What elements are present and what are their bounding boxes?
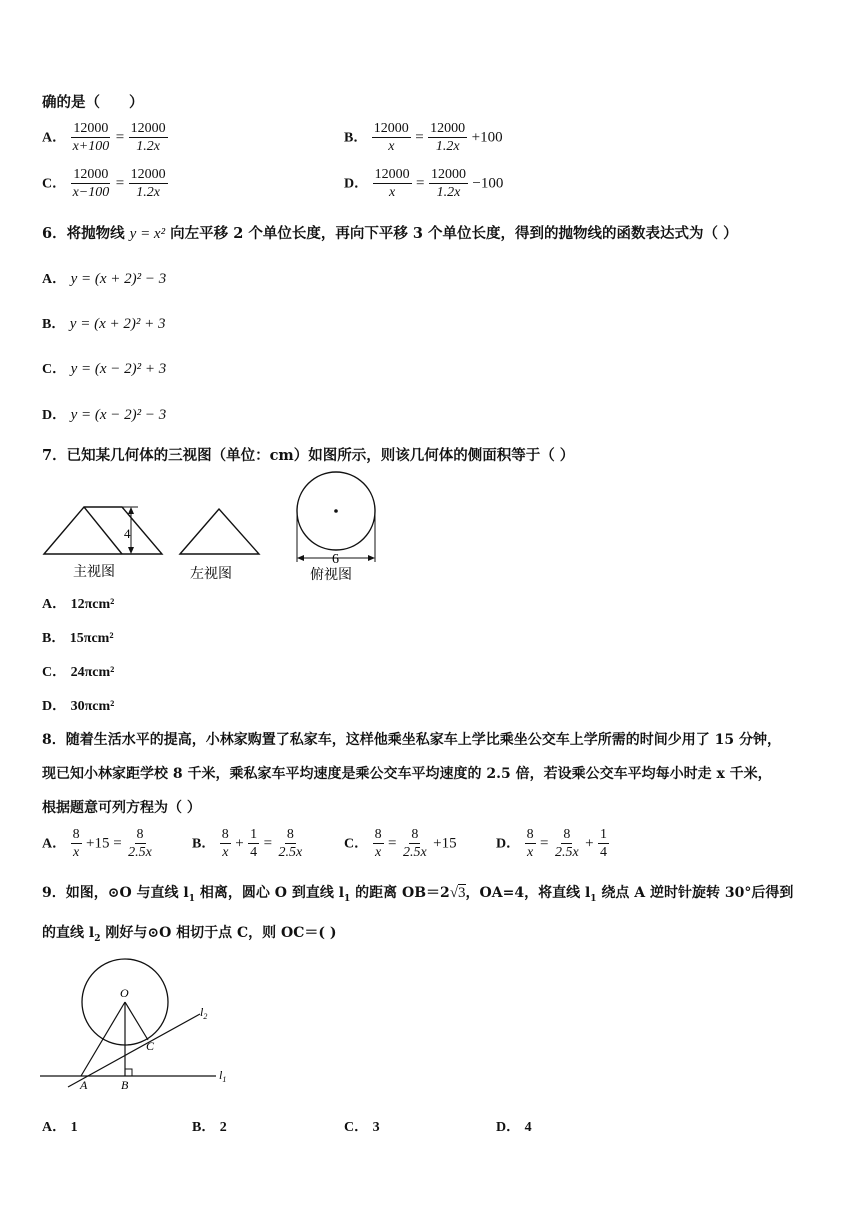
option-label: D． <box>344 176 369 192</box>
fraction: $\frac{12000}{1.2x}$ <box>430 121 466 154</box>
fraction: $\frac{12000}{x}$ <box>374 167 410 200</box>
q7-option-a[interactable] <box>42 593 114 613</box>
q8-option-c[interactable]: C． $\frac{8}{x}$ = $\frac{8}{2.5x}$ +15 <box>344 827 457 860</box>
label-c: C <box>146 1039 155 1053</box>
option-label: A． <box>42 272 67 287</box>
front-view <box>44 507 162 554</box>
fraction: $\frac{1}{4}$ <box>250 827 258 860</box>
circle-tangent-figure <box>38 955 238 1095</box>
fraction: $\frac{1}{4}$ <box>600 827 608 860</box>
three-view-figure <box>38 470 388 585</box>
option-label: D． <box>496 1120 521 1135</box>
top-view-caption: 俯视图 <box>310 567 352 583</box>
option-text: 15πcm² <box>69 631 114 646</box>
q5-option-c[interactable]: C． $\frac{12000}{x-100}$ = $\frac{12000}{1.2x}$ <box>42 167 166 200</box>
label-l1: $l_1$ <box>219 1068 227 1084</box>
label-o: O <box>120 986 129 1000</box>
q9-option-b[interactable] <box>192 1116 227 1136</box>
q6-option-c[interactable] <box>42 358 166 378</box>
q7-option-c[interactable] <box>42 661 114 681</box>
fraction: $\frac{8}{2.5x}$ <box>128 827 152 860</box>
sqrt-expression: √3 <box>449 885 466 901</box>
option-text: 30πcm² <box>70 699 115 714</box>
height-label: 4 <box>124 526 131 541</box>
fraction: $\frac{8}{x}$ <box>526 827 534 860</box>
option-label: B． <box>344 130 368 146</box>
q9-option-a[interactable] <box>42 1116 78 1136</box>
q7-option-d[interactable] <box>42 695 114 715</box>
option-label: B． <box>42 317 66 332</box>
option-label: C． <box>42 176 67 192</box>
fraction: $\frac{12000}{x-100}$ <box>72 167 110 200</box>
option-label: C． <box>42 665 67 680</box>
option-text: 12πcm² <box>70 597 115 612</box>
q8-stem-line2: 现已知小林家距学校 8 千米，乘私家车平均速度是乘公交车平均速度的 2.5 倍，若设乘公交车平均每小时走 x 千米， <box>42 766 772 782</box>
q5-option-d[interactable]: D． $\frac{12000}{x}$ = $\frac{12000}{1.2x}$ −100 <box>344 167 504 200</box>
option-text: 4 <box>524 1120 532 1135</box>
option-label: A． <box>42 130 67 146</box>
fraction: $\frac{12000}{x+100}$ <box>72 121 110 154</box>
fraction: $\frac{8}{x}$ <box>221 827 229 860</box>
left-view-caption: 左视图 <box>190 566 232 582</box>
fraction: $\frac{8}{2.5x}$ <box>554 827 579 860</box>
q7-stem: 7．已知某几何体的三视图（单位：cm）如图所示，则该几何体的侧面积等于（ ） <box>42 447 575 464</box>
option-label: D． <box>496 836 521 852</box>
width-label: 6 <box>332 552 339 567</box>
option-text: 24πcm² <box>70 665 115 680</box>
label-a: A <box>80 1078 88 1092</box>
q6-option-a[interactable] <box>42 268 166 288</box>
option-label: C． <box>344 1120 369 1135</box>
q8-option-a[interactable]: A． $\frac{8}{x}$ +15 = $\frac{8}{2.5x}$ <box>42 827 152 860</box>
option-label: D． <box>42 408 67 423</box>
q8-stem-line1: 8．随着生活水平的提高，小林家购置了私家车，这样他乘坐私家车上学比乘坐公交车上学所需的时间少用了 15 分钟， <box>42 732 781 748</box>
option-label: B． <box>42 631 66 646</box>
option-label: C． <box>42 362 67 377</box>
q8-stem-line3: 根据题意可列方程为（ ） <box>42 800 201 816</box>
option-label: A． <box>42 597 67 612</box>
q9-option-c[interactable] <box>344 1116 380 1136</box>
q9-stem-line2: 的直线 $l_2$ 刚好与⊙O 相切于点 C，则 OC＝( ) <box>42 925 337 944</box>
q8-option-d[interactable]: D． $\frac{8}{x}$ = $\frac{8}{2.5x}$ + $\frac{1}{4}$ <box>496 827 608 860</box>
option-text: y = (x + 2)² − 3 <box>70 271 167 287</box>
q5-option-b[interactable]: B． $\frac{12000}{x}$ = $\frac{12000}{1.2x}$ +100 <box>344 121 503 154</box>
segment-oc <box>125 1002 148 1040</box>
left-view <box>180 509 259 554</box>
q6-option-b[interactable] <box>42 313 165 333</box>
q6-stem: 6．将抛物线 y = x² 向左平移 2 个单位长度，再向下平移 3 个单位长度，得到的抛物线的函数表达式为（ ） <box>42 225 738 242</box>
top-view <box>297 472 375 567</box>
fraction: $\frac{8}{2.5x}$ <box>402 827 427 860</box>
option-text: 2 <box>219 1120 227 1135</box>
q9-option-d[interactable] <box>496 1116 532 1136</box>
option-text: y = (x + 2)² + 3 <box>69 316 166 332</box>
question-number: 6． <box>42 225 67 242</box>
option-label: A． <box>42 836 67 852</box>
option-text: y = (x − 2)² + 3 <box>70 361 167 377</box>
q8-option-b[interactable]: B． $\frac{8}{x}$ + $\frac{1}{4}$ = $\frac{8}{2.5x}$ <box>192 827 303 860</box>
option-label: A． <box>42 1120 67 1135</box>
option-label: B． <box>192 1120 216 1135</box>
option-text: y = (x − 2)² − 3 <box>70 407 167 423</box>
q5-stem-tail: 确的是（ ） <box>42 94 144 111</box>
fraction: $\frac{12000}{1.2x}$ <box>130 121 166 154</box>
fraction: $\frac{8}{2.5x}$ <box>278 827 303 860</box>
q5-option-a[interactable]: A． $\frac{12000}{x+100}$ = $\frac{12000}{1.2x}$ <box>42 121 166 154</box>
label-l2: $l_2$ <box>200 1005 208 1021</box>
q9-stem-line1: 9．如图，⊙O 与直线 $l_1$ 相离，圆心 O 到直线 $l_1$ 的距离 OB＝2√3，OA=4，将直线 $l_1$ 绕点 A 逆时针旋转 30°后得到 <box>42 885 794 904</box>
label-b: B <box>121 1078 129 1092</box>
fraction: $\frac{12000}{x}$ <box>373 121 409 154</box>
q6-option-d[interactable] <box>42 404 166 424</box>
segment-oa <box>81 1002 125 1076</box>
option-label: B． <box>192 836 216 852</box>
option-label: D． <box>42 699 67 714</box>
q7-option-b[interactable] <box>42 627 114 647</box>
fraction: $\frac{12000}{1.2x}$ <box>130 167 166 200</box>
fraction: $\frac{8}{x}$ <box>72 827 80 860</box>
fraction: $\frac{12000}{1.2x}$ <box>430 167 466 200</box>
front-view-caption: 主视图 <box>73 564 115 580</box>
option-text: 1 <box>70 1120 78 1135</box>
fraction: $\frac{8}{x}$ <box>374 827 382 860</box>
option-label: C． <box>344 836 369 852</box>
math-expression: y = x² <box>129 226 166 242</box>
right-angle-mark <box>125 1069 132 1076</box>
option-text: 3 <box>372 1120 380 1135</box>
